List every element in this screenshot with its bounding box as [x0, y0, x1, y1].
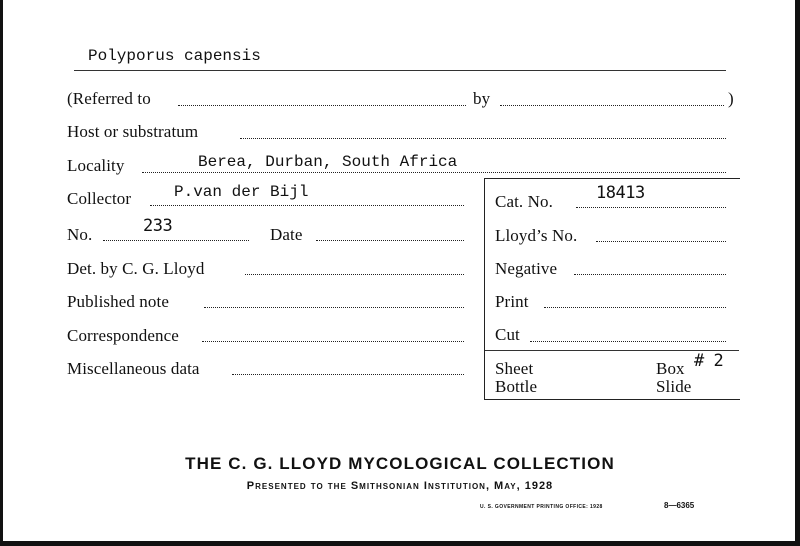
correspondence-line	[202, 341, 464, 342]
collector-line	[150, 205, 464, 206]
misc-label: Miscellaneous data	[67, 359, 200, 378]
sheet-label: Sheet	[495, 359, 534, 378]
cat-no-label: Cat. No.	[495, 192, 553, 211]
det-label: Det. by C. G. Lloyd	[67, 259, 205, 278]
cut-label: Cut	[495, 325, 520, 344]
lloyds-no-label: Lloyd’s No.	[495, 226, 578, 245]
negative-line	[574, 274, 726, 275]
correspondence-label: Correspondence	[67, 326, 179, 345]
date-line	[316, 240, 464, 241]
referred-to-label: (Referred to	[67, 89, 151, 108]
print-label: Print	[495, 292, 529, 311]
by-label: by	[473, 89, 491, 108]
negative-label: Negative	[495, 259, 558, 278]
collector-value: P.van der Bijl	[174, 183, 309, 201]
referred-close: )	[728, 89, 734, 108]
print-line	[544, 307, 726, 308]
box-label: Box	[656, 359, 685, 378]
host-line	[240, 138, 726, 139]
box-value: # 2	[694, 351, 724, 371]
published-line	[204, 307, 464, 308]
specimen-name-line	[74, 70, 726, 71]
referred-by-line	[500, 105, 724, 106]
form-number: 8—6365	[664, 501, 695, 510]
misc-line	[232, 374, 464, 375]
cat-no-value: 18413	[596, 183, 645, 203]
collection-subtitle: Presented to the Smithsonian Institution, May, 1928	[246, 480, 554, 492]
specimen-name: Polyporus capensis	[88, 47, 261, 65]
date-label: Date	[270, 225, 303, 244]
slide-label: Slide	[656, 377, 692, 396]
published-label: Published note	[67, 292, 169, 311]
locality-label: Locality	[67, 156, 125, 175]
host-label: Host or substratum	[67, 122, 199, 141]
number-label: No.	[67, 225, 93, 244]
printing-office-note: U. S. GOVERNMENT PRINTING OFFICE: 1928	[480, 504, 603, 510]
number-line	[103, 240, 249, 241]
bottle-label: Bottle	[495, 377, 538, 396]
cat-no-line	[576, 207, 726, 208]
collection-title: THE C. G. LLOYD MYCOLOGICAL COLLECTION	[185, 454, 615, 473]
locality-line	[142, 172, 726, 173]
collector-label: Collector	[67, 189, 132, 208]
det-line	[245, 274, 464, 275]
number-value: 233	[143, 216, 173, 236]
cut-line	[530, 341, 726, 342]
lloyds-no-line	[596, 241, 726, 242]
locality-value: Berea, Durban, South Africa	[198, 153, 458, 171]
scan-edge-bottom	[0, 541, 800, 546]
referred-to-line	[178, 105, 466, 106]
